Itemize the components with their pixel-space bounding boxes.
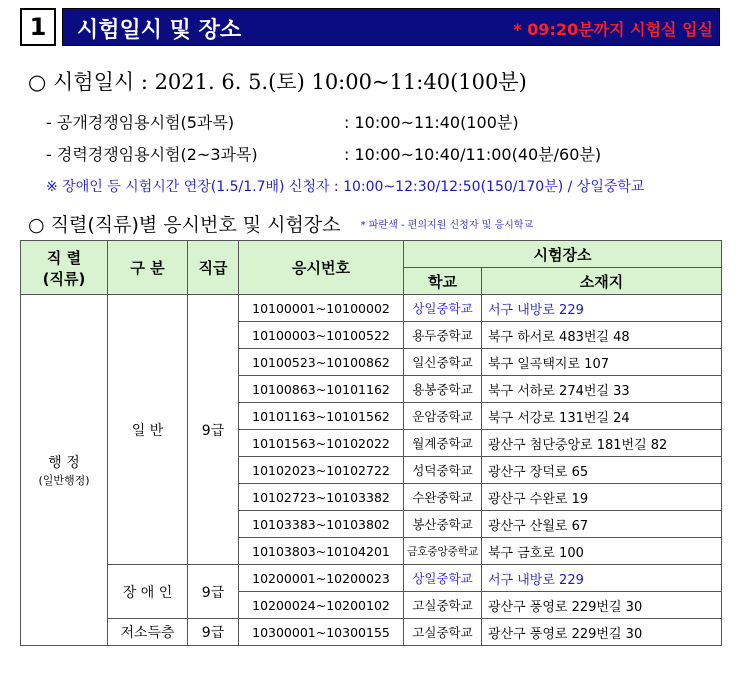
- table-row: [21, 565, 722, 592]
- schedule-item-time: : 10:00~10:40/11:00(40분/60분): [344, 145, 602, 164]
- exam-number-range: 10100001~10100002: [239, 295, 404, 322]
- grade-cell: 9급: [188, 295, 239, 565]
- school-address: 광산구 수완로 19: [482, 484, 722, 511]
- section-number: 1: [20, 8, 56, 46]
- exam-datetime: ○ 시험일시 : 2021. 6. 5.(토) 10:00~11:40(100분): [28, 70, 527, 94]
- school-name: 운암중학교: [404, 403, 482, 430]
- school-name: 금호중앙중학교: [404, 538, 482, 565]
- school-name: 상일중학교: [404, 565, 482, 592]
- header-school: 학교: [404, 268, 482, 295]
- school-address: 광산구 풍영로 229번길 30: [482, 619, 722, 646]
- school-name: 용봉중학교: [404, 376, 482, 403]
- series-cell: [21, 295, 108, 646]
- school-name: 월계중학교: [404, 430, 482, 457]
- exam-number-range: 10103383~10103802: [239, 511, 404, 538]
- grade-cell: 9급: [188, 565, 239, 619]
- school-address: 북구 일곡택지로 107: [482, 349, 722, 376]
- header-exam-number: 응시번호: [239, 241, 404, 295]
- school-address: 북구 금호로 100: [482, 538, 722, 565]
- series-detail: (일반행정): [38, 474, 90, 487]
- disabled-extension-note: ※ 장애인 등 시험시간 연장(1.5/1.7배) 신청자 : 10:00~12:30/12:50(150/170분) / 상일중학교: [46, 179, 645, 195]
- header-location: 소재지: [482, 268, 722, 295]
- header-series-label: 직 렬: [46, 248, 82, 267]
- school-address: 광산구 장덕로 65: [482, 457, 722, 484]
- school-name: 수완중학교: [404, 484, 482, 511]
- exam-number-range: 10300001~10300155: [239, 619, 404, 646]
- section-title: 시험일시 및 장소: [77, 18, 242, 43]
- exam-number-range: 10100003~10100522: [239, 322, 404, 349]
- schedule-item-label: - 공개경쟁임용시험(5과목): [46, 113, 235, 132]
- exam-number-range: 10103803~10104201: [239, 538, 404, 565]
- school-address: 광산구 첨단중앙로 181번길 82: [482, 430, 722, 457]
- school-name: 상일중학교: [404, 295, 482, 322]
- exam-number-range: 10100863~10101162: [239, 376, 404, 403]
- exam-number-range: 10102723~10103382: [239, 484, 404, 511]
- table-row: [21, 295, 722, 322]
- exam-number-range: 10101563~10102022: [239, 430, 404, 457]
- exam-number-range: 10200024~10200102: [239, 592, 404, 619]
- series-main: 행 정: [48, 455, 80, 471]
- category-cell: 일 반: [108, 295, 188, 565]
- section-header: [20, 8, 720, 48]
- exam-number-range: 10102023~10102722: [239, 457, 404, 484]
- header-category: 구 분: [108, 241, 188, 295]
- school-name: 봉산중학교: [404, 511, 482, 538]
- exam-number-range: 10100523~10100862: [239, 349, 404, 376]
- exam-number-range: 10200001~10200023: [239, 565, 404, 592]
- section-title-bar: [62, 8, 720, 46]
- school-address: 북구 서하로 274번길 33: [482, 376, 722, 403]
- school-address: 서구 내방로 229: [482, 295, 722, 322]
- table-row: [21, 619, 722, 646]
- schedule-item-label: - 경력경쟁임용시험(2~3과목): [46, 145, 258, 164]
- category-cell: 저소득층: [108, 619, 188, 646]
- school-address: 광산구 풍영로 229번길 30: [482, 592, 722, 619]
- school-address: 북구 서강로 131번길 24: [482, 403, 722, 430]
- schedule-item-time: : 10:00~11:40(100분): [344, 113, 519, 132]
- school-address: 서구 내방로 229: [482, 565, 722, 592]
- school-name: 성덕중학교: [404, 457, 482, 484]
- school-name: 고실중학교: [404, 619, 482, 646]
- header-series-sub: (직류): [42, 269, 86, 288]
- school-address: 북구 하서로 483번길 48: [482, 322, 722, 349]
- header-grade: 직급: [188, 241, 239, 295]
- venue-section-title: ○ 직렬(직류)별 응시번호 및 시험장소: [28, 214, 341, 236]
- grade-cell: 9급: [188, 619, 239, 646]
- schedule-item-open: [46, 110, 519, 133]
- venue-section-heading: [28, 210, 533, 237]
- exam-number-range: 10101163~10101562: [239, 403, 404, 430]
- entry-time-notice: * 09:20분까지 시험실 입실: [513, 20, 713, 39]
- school-address: 광산구 산월로 67: [482, 511, 722, 538]
- header-series: [21, 241, 108, 295]
- schedule-item-career: [46, 142, 602, 165]
- venue-section-note: * 파란색 - 편의지원 신청자 및 응시학교: [360, 220, 534, 231]
- school-name: 용두중학교: [404, 322, 482, 349]
- category-cell: 장 애 인: [108, 565, 188, 619]
- header-venue: 시험장소: [404, 241, 722, 268]
- school-name: 일신중학교: [404, 349, 482, 376]
- school-name: 고실중학교: [404, 592, 482, 619]
- venue-table: [20, 240, 722, 646]
